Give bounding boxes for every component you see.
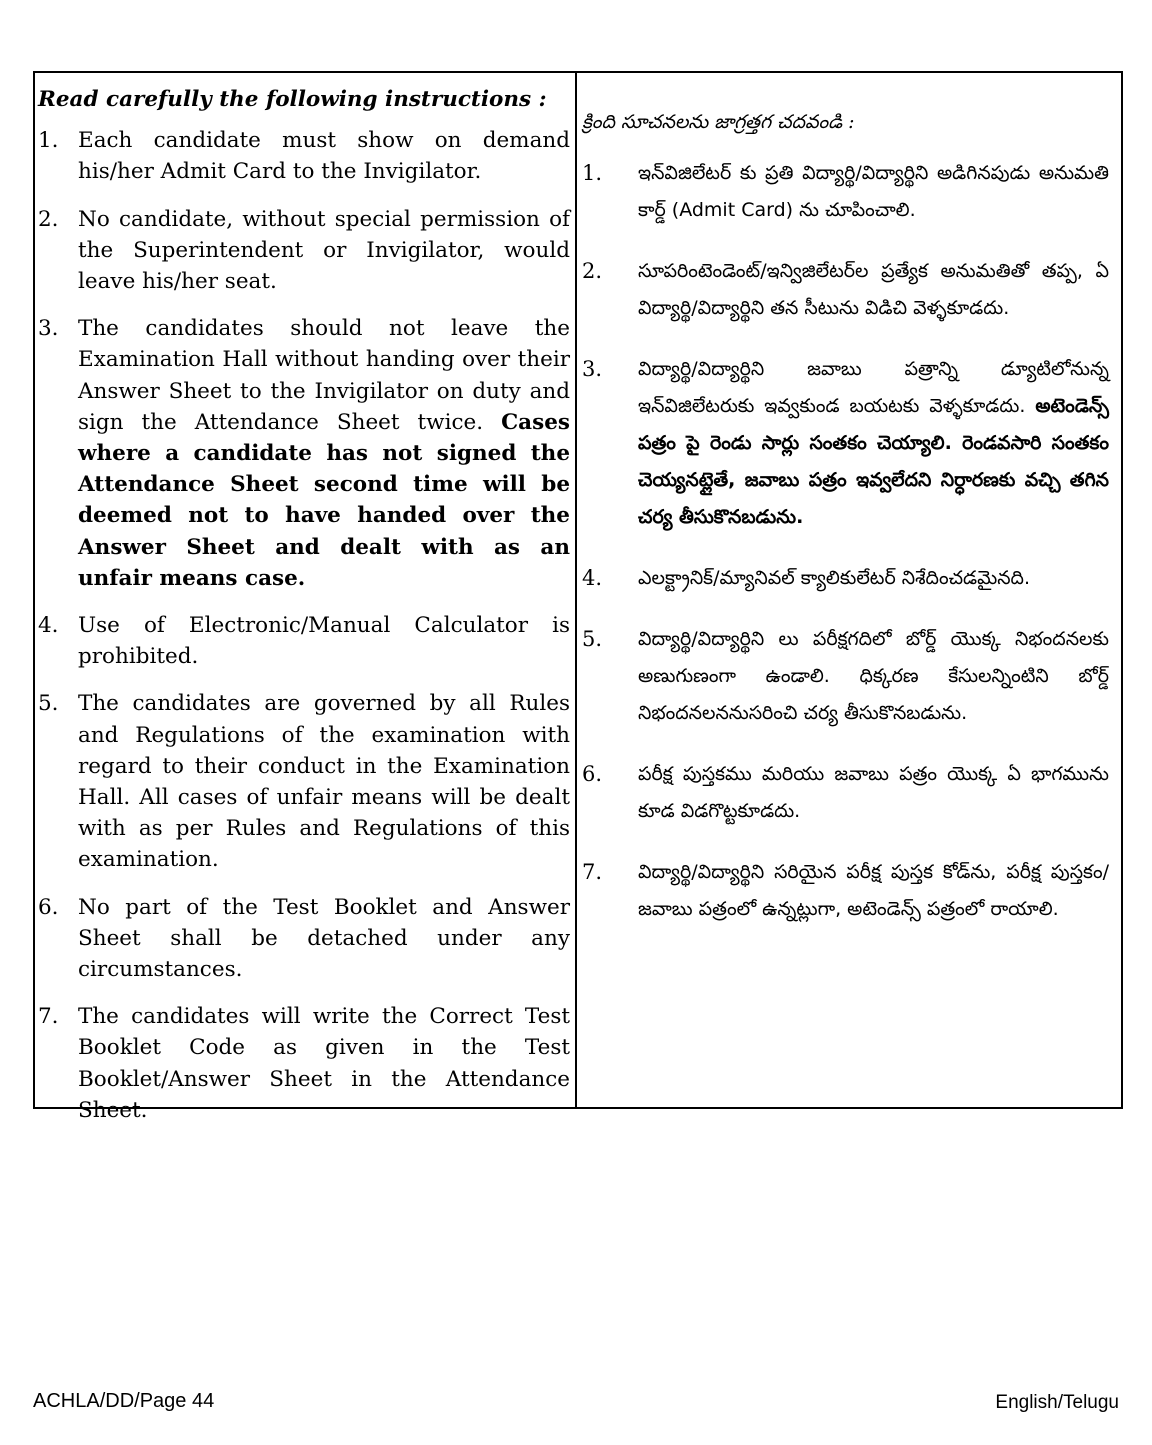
item-plain-text: The candidates are governed by all Rules and Regulations of the examination with regard to their conduct in the Examination Hall. All cases of unfair means will be dealt with as per Rules and Regulations of this examination.: [78, 691, 570, 873]
item-number: 7.: [582, 860, 603, 884]
item-text: [638, 854, 1109, 928]
item-plain-text: The candidates should not leave the Examination Hall without handing over their Answer Sheet to the Invigilator on duty and sign the Attendance Sheet twice.: [78, 316, 570, 435]
english-item-6: [38, 892, 570, 986]
english-item-2: [38, 204, 570, 298]
telugu-instructions: [582, 104, 1109, 952]
item-number: 1.: [582, 161, 603, 185]
english-item-7: [38, 1001, 570, 1126]
telugu-item-4: [582, 560, 1109, 597]
item-plain-text: సూపరింటెండెంట్/ఇన్విజిలేటర్‌ల ప్రత్యేక అనుమతితో తప్ప, ఏ విద్యార్థి/విద్యార్థిని తన సీటును విడిచి వెళ్ళకూడదు.: [638, 260, 1109, 319]
item-number: 2.: [38, 206, 59, 232]
language-label: English/Telugu: [995, 1392, 1119, 1413]
item-plain-text: విద్యార్థి/విద్యార్థిని సరియైన పరీక్ష పుస్తక కోడ్‌ను, పరీక్ష పుస్తకం/జవాబు పత్రంలో ఉన్నట్లుగా, అటెండెన్స్ పత్రంలో రాయాలి.: [638, 861, 1109, 920]
item-number: 1.: [38, 128, 59, 154]
item-number: 6.: [582, 762, 603, 786]
item-number: 6.: [38, 894, 59, 920]
telugu-item-2: [582, 253, 1109, 327]
english-item-4: [38, 610, 570, 672]
telugu-item-3: [582, 351, 1109, 536]
item-number: 4.: [582, 566, 603, 590]
item-plain-text: No part of the Test Booklet and Answer Sheet shall be detached under any circumstances.: [78, 894, 570, 983]
item-text: [78, 610, 570, 672]
item-plain-text: విద్యార్థి/విద్యార్థిని లు పరీక్షగదిలో బోర్డ్ యొక్క నిభందనలకు అణుగుణంగా ఉండాలి. ధిక్కరణ కేసులన్నింటిని బోర్డ్ నిభందనలననుసరించి చర్య తీసుకొనబడును.: [638, 628, 1109, 724]
item-text: [638, 351, 1109, 536]
english-item-5: [38, 688, 570, 875]
telugu-item-5: [582, 621, 1109, 732]
column-divider: [575, 71, 577, 1109]
item-number: 5.: [38, 691, 59, 717]
item-text: [638, 155, 1109, 229]
english-instructions: [38, 84, 570, 1142]
item-number: 5.: [582, 627, 603, 651]
item-bold-text: అటెండెన్స్ పత్రం పై రెండు సార్లు సంతకం చెయ్యాలి. రెండవసారి సంతకం చెయ్యనట్లైతే, జవాబు పత్రం ఇవ్వలేదని నిర్ధారణకు వచ్చి తగిన చర్య తీసుకొనబడును.: [638, 395, 1109, 528]
item-text: [638, 560, 1109, 597]
item-plain-text: పరీక్ష పుస్తకము మరియు జవాబు పత్రం యొక్క ఏ భాగమును కూడ విడగొట్టకూడదు.: [638, 763, 1109, 822]
item-plain-text: ఎలక్ట్రానిక్/మ్యానివల్ క్యాలికులేటర్ నిశేదించడమైనది.: [638, 567, 1031, 589]
english-item-1: [38, 125, 570, 187]
item-text: [78, 688, 570, 875]
english-item-3: [38, 313, 570, 594]
telugu-item-7: [582, 854, 1109, 928]
item-plain-text: No candidate, without special permission of the Superintendent or Invigilator, would leave his/her seat.: [78, 206, 570, 295]
telugu-item-1: [582, 155, 1109, 229]
item-number: 3.: [582, 357, 603, 381]
page-code: ACHLA/DD/Page 44: [33, 1390, 215, 1412]
item-number: 2.: [582, 259, 603, 283]
item-text: [78, 313, 570, 594]
item-number: 7.: [38, 1004, 59, 1030]
item-plain-text: Use of Electronic/Manual Calculator is prohibited.: [78, 613, 570, 670]
item-plain-text: విద్యార్థి/విద్యార్థిని జవాబు పత్రాన్ని డ్యూటిలోనున్న ఇన్‌విజిలేటరుకు ఇవ్వకుండ బయటకు వెళ్ళకూడదు.: [638, 358, 1109, 417]
item-text: [638, 621, 1109, 732]
item-plain-text: ఇన్‌విజిలేటర్ కు ప్రతి విద్యార్థి/విద్యార్థిని అడిగినపుడు అనుమతి కార్డ్ (Admit Card) ను చూపించాలి.: [638, 162, 1109, 221]
item-plain-text: The candidates will write the Correct Test Booklet Code as given in the Test Booklet/Answer Sheet in the Attendance Sheet.: [78, 1004, 570, 1123]
item-text: [78, 892, 570, 986]
english-heading: Read carefully the following instructions :: [38, 87, 547, 112]
item-plain-text: Each candidate must show on demand his/her Admit Card to the Invigilator.: [78, 128, 570, 185]
item-text: [78, 204, 570, 298]
item-number: 4.: [38, 613, 59, 639]
item-bold-text: Cases where a candidate has not signed the Attendance Sheet second time will be deemed not to have handed over the Answer Sheet and dealt with as an unfair means case.: [78, 409, 570, 591]
telugu-item-6: [582, 756, 1109, 830]
item-text: [638, 253, 1109, 327]
item-number: 3.: [38, 316, 59, 342]
telugu-heading: క్రింది సూచనలను జాగ్రత్తగ చదవండి :: [582, 111, 855, 133]
item-text: [638, 756, 1109, 830]
item-text: [78, 1001, 570, 1126]
item-text: [78, 125, 570, 187]
